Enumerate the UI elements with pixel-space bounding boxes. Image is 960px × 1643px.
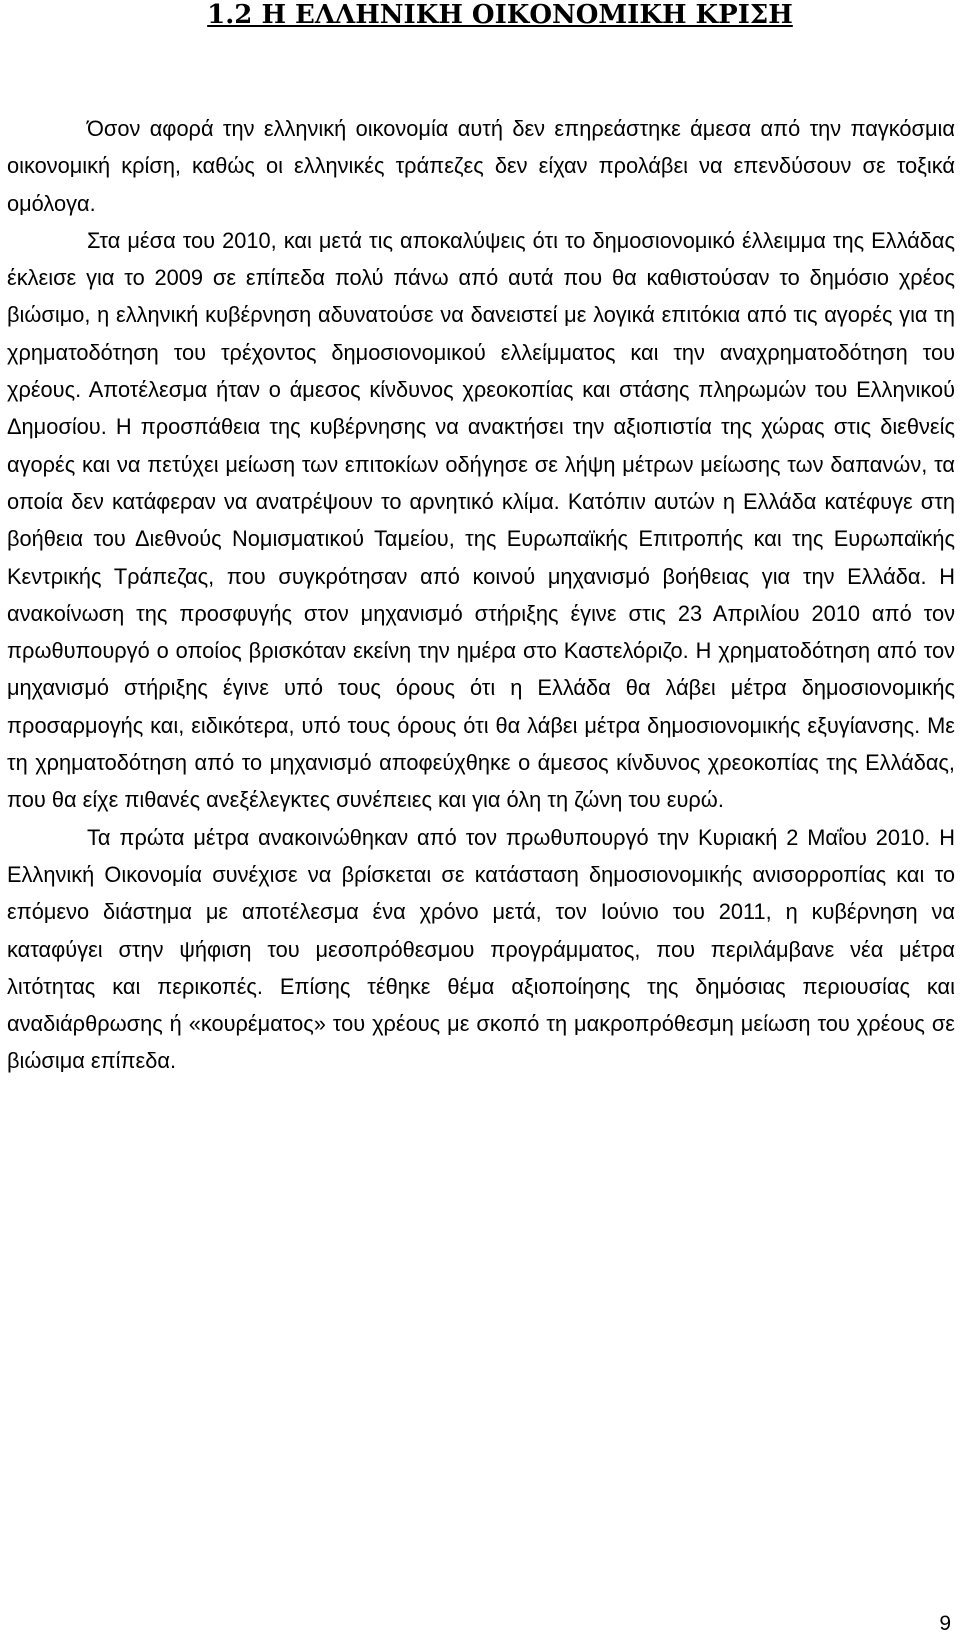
section-title: 1.2 Η ΕΛΛΗΝΙΚΗ ΟΙΚΟΝΟΜΙΚΗ ΚΡΙΣΗ [207,0,793,30]
paragraph-1: Όσον αφορά την ελληνική οικονομία αυτή δεν επηρεάστηκε άμεσα από την παγκόσμια οικονομική κρίση, καθώς οι ελληνικές τράπεζες δεν είχαν προλάβει να επενδύσουν σε τοξικά ομόλογα. [7,116,955,216]
paragraph-3: Τα πρώτα μέτρα ανακοινώθηκαν από τον πρωθυπουργό την Κυριακή 2 Μαΐου 2010. Η Ελληνική Οικονομία συνέχισε να βρίσκεται σε κατάσταση δημοσιονομικής ανισορροπίας και το επόμενο διάστημα με αποτέλεσμα ένα χρόνο μετά, τον Ιούνιο του 2011, η κυβέρνηση να καταφύγει στην ψήφιση του μεσοπρόθεσμου προγράμματος, που περιλάμβανε νέα μέτρα λιτότητας και περικοπές. Επίσης τέθηκε θέμα αξιοποίησης της δημόσιας περιουσίας και αναδιάρθρωσης ή «κουρέματος» του χρέους με σκοπό τη μακροπρόθεσμη μείωση του χρέους σε βιώσιμα επίπεδα. [7,824,955,1074]
paragraph-2: Στα μέσα του 2010, και μετά τις αποκαλύψεις ότι το δημοσιονομικό έλλειμμα της Ελλάδας έκλεισε για το 2009 σε επίπεδα πολύ πάνω από αυτά που θα καθιστούσαν το δημόσιο χρέος βιώσιμο, η ελληνική κυβέρνηση αδυνατούσε να δανειστεί με λογικά επιτόκια από τις αγορές για τη χρηματοδότηση του τρέχοντος δημοσιονομικού ελλείμματος και την αναχρηματοδότηση του χρέους. Αποτέλεσμα ήταν ο άμεσος κίνδυνος χρεοκοπίας και στάσης πληρωμών του Ελληνικού Δημοσίου. Η προσπάθεια της κυβέρνησης να ανακτήσει την αξιοπιστία της χώρας στις διεθνείς αγορές και να πετύχει μείωση των επιτοκίων οδήγησε σε λήψη μέτρων μείωσης των δαπανών, τα οποία δεν κατάφεραν να ανατρέψουν το αρνητικό κλίμα. Κατόπιν αυτών η Ελλάδα κατέφυγε στη βοήθεια του Διεθνούς Νομισματικού Ταμείου, της Ευρωπαϊκής Επιτροπής και της Ευρωπαϊκής Κεντρικής Τράπεζας, που συγκρότησαν από κοινού μηχανισμό βοήθειας για την Ελλάδα. Η ανακοίνωση της προσφυγής στον μηχανισμό στήριξης έγινε στις 23 Απριλίου 2010 από τον πρωθυπουργό ο οποίος βρισκόταν εκείνη την ημέρα στο Καστελόριζο. Η χρηματοδότηση από τον μηχανισμό στήριξης έγινε υπό τους όρους ότι η Ελλάδα θα λάβει μέτρα δημοσιονομικής προσαρμογής και, ειδικότερα, υπό τους όρους ότι θα λάβει μέτρα δημοσιονομικής εξυγίανσης. Με τη χρηματοδότηση από το μηχανισμό αποφεύχθηκε ο άμεσος κίνδυνος χρεοκοπίας της Ελλάδας, που θα είχε πιθανές ανεξέλεγκτες συνέπειες και για όλη τη ζώνη του ευρώ. [7,227,955,813]
document-body [7,110,955,1080]
page-number: 9 [939,1612,951,1635]
